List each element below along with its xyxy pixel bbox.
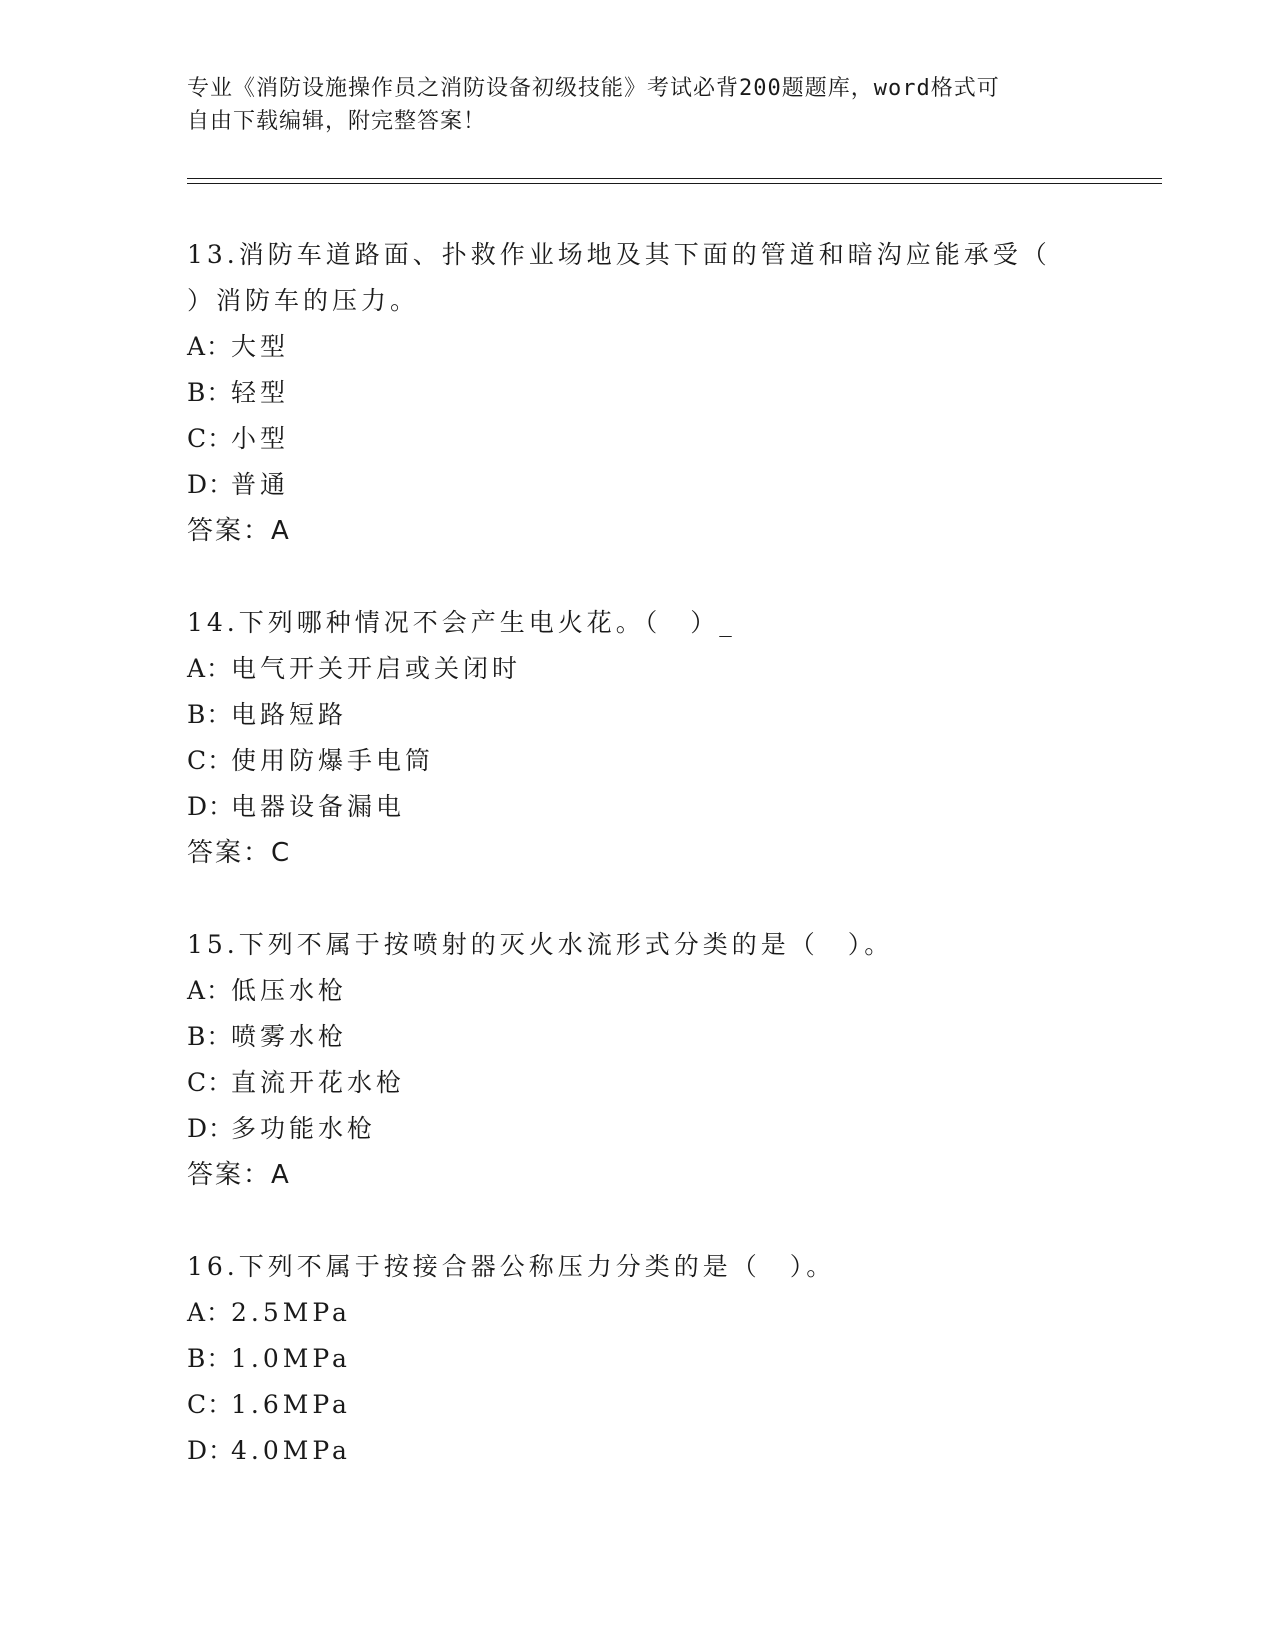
answer: 答案：C — [187, 838, 292, 868]
option-text: 直流开花水枪 — [231, 1068, 406, 1097]
header-line-2: 自由下载编辑，附完整答案！ — [187, 109, 487, 134]
header-divider-bottom — [187, 183, 1162, 184]
option-text: 1.6MPa — [231, 1390, 351, 1419]
option-a — [187, 646, 1087, 692]
option-text: 轻型 — [231, 378, 290, 407]
question-stem: 13.消防车道路面、扑救作业场地及其下面的管道和暗沟应能承受（ — [187, 240, 1051, 269]
option-c — [187, 738, 1087, 784]
option-label: C： — [187, 1390, 234, 1419]
option-label: D： — [187, 470, 235, 499]
option-label: A： — [187, 976, 233, 1005]
option-text: 电路短路 — [231, 700, 348, 729]
question-stem: 16.下列不属于按接合器公称压力分类的是（ ）。 — [187, 1252, 836, 1281]
option-label: D： — [187, 1436, 235, 1465]
option-text: 小型 — [231, 424, 290, 453]
option-c — [187, 416, 1087, 462]
option-text: 大型 — [231, 332, 290, 361]
question-list — [187, 232, 1087, 1520]
option-text: 喷雾水枪 — [231, 1022, 348, 1051]
question-16 — [187, 1244, 1087, 1474]
option-b — [187, 1014, 1087, 1060]
option-text: 使用防爆手电筒 — [231, 746, 435, 775]
option-label: A： — [187, 1298, 233, 1327]
option-b — [187, 692, 1087, 738]
option-label: D： — [187, 1114, 235, 1143]
question-15 — [187, 922, 1087, 1198]
question-stem: 15.下列不属于按喷射的灭火水流形式分类的是（ ）。 — [187, 930, 894, 959]
option-d — [187, 1428, 1087, 1474]
option-label: C： — [187, 746, 234, 775]
option-label: A： — [187, 332, 233, 361]
question-13 — [187, 232, 1087, 554]
option-a — [187, 968, 1087, 1014]
option-b — [187, 1336, 1087, 1382]
option-b — [187, 370, 1087, 416]
question-14 — [187, 600, 1087, 876]
question-stem: 14.下列哪种情况不会产生电火花。（ ）_ — [187, 608, 736, 637]
option-label: C： — [187, 424, 234, 453]
option-text: 4.0MPa — [231, 1436, 351, 1465]
option-text: 1.0MPa — [231, 1344, 351, 1373]
option-d — [187, 462, 1087, 508]
option-text: 电器设备漏电 — [231, 792, 406, 821]
question-stem-continued: ）消防车的压力。 — [187, 286, 420, 315]
option-label: A： — [187, 654, 233, 683]
option-text: 多功能水枪 — [231, 1114, 377, 1143]
option-text: 普通 — [231, 470, 290, 499]
header-divider-top — [187, 178, 1162, 179]
document-header — [187, 72, 1087, 138]
option-a — [187, 1290, 1087, 1336]
option-label: B： — [187, 1022, 233, 1051]
option-label: B： — [187, 1344, 233, 1373]
answer: 答案：A — [187, 516, 291, 546]
option-text: 低压水枪 — [231, 976, 348, 1005]
option-label: B： — [187, 700, 233, 729]
option-text: 2.5MPa — [231, 1298, 351, 1327]
option-d — [187, 784, 1087, 830]
option-text: 电气开关开启或关闭时 — [231, 654, 522, 683]
option-c — [187, 1382, 1087, 1428]
option-label: C： — [187, 1068, 234, 1097]
option-label: B： — [187, 378, 233, 407]
option-c — [187, 1060, 1087, 1106]
option-label: D： — [187, 792, 235, 821]
option-d — [187, 1106, 1087, 1152]
header-line-1: 专业《消防设施操作员之消防设备初级技能》考试必背200题题库，word格式可 — [187, 76, 1000, 101]
option-a — [187, 324, 1087, 370]
answer: 答案：A — [187, 1160, 291, 1190]
